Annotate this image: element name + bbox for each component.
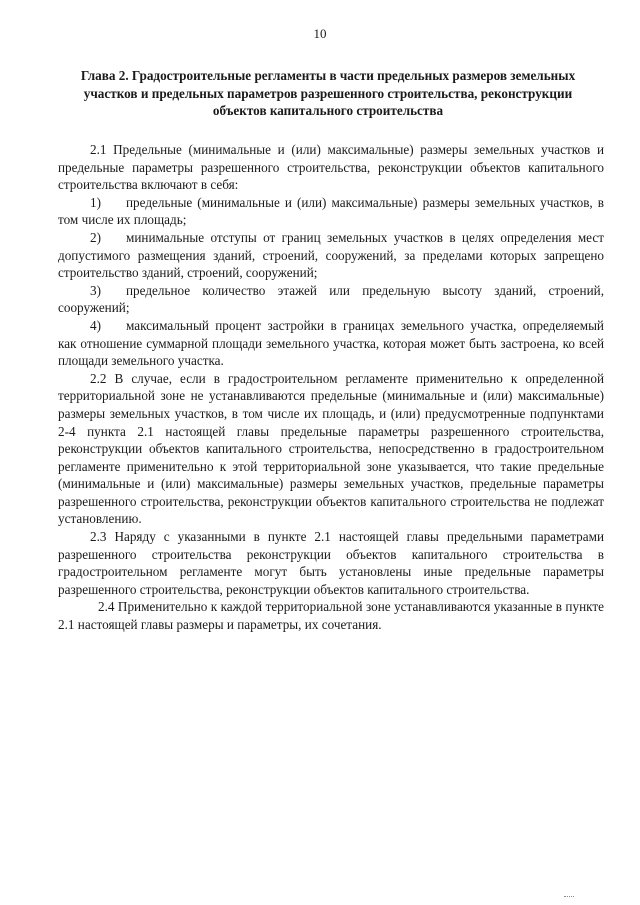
- paragraph-2-2: 2.2 В случае, если в градостроительном регламенте применительно к определенной территориальной зоне не устанавливаются предельные (минимальные и (или) максимальные) размеры земельных участков, в том числе их площадь, и (или) предусмотренные подпунктами 2-4 пункта 2.1 настоящей главы предельные параметры разрешенного строительства, реконструкции объектов капитального строительства, непосредственно в градостроительном регламенте применительно к этой территориальной зоне указывается, что такие предельные (минимальные и (или) максимальные) размеры земельных участков, предельные параметры разрешенного строительства, реконструкции объектов капитального строительства не подлежат установлению.: [58, 370, 604, 527]
- list-item-1: [58, 194, 604, 229]
- list-item-4: [58, 317, 604, 370]
- chapter-body: [58, 141, 604, 634]
- list-item-number: 3): [90, 282, 101, 298]
- list-item-2: [58, 229, 604, 282]
- list-item-number: 1): [90, 194, 101, 210]
- list-item-text: максимальный процент застройки в границах земельного участка, определяемый как отношение суммарной площади земельного участка, которая может быть застроена, ко всей площади земельного участка.: [58, 317, 604, 369]
- list-item-text: предельные (минимальные и (или) максимальные) размеры земельных участков, в том числе их площадь;: [58, 194, 604, 228]
- scan-artifact: [564, 896, 574, 899]
- paragraph-2-1: 2.1 Предельные (минимальные и (или) максимальные) размеры земельных участков и предельные параметры разрешенного строительства, реконструкции объектов капитального строительства включают в себя:: [58, 142, 604, 193]
- list-item-text: предельное количество этажей или предельную высоту зданий, строений, сооружений;: [58, 282, 604, 316]
- list-item-text: минимальные отступы от границ земельных участков в целях определения мест допустимого размещения зданий, строений, сооружений, за пределами которых запрещено строительство зданий, строений, сооружений;: [58, 229, 604, 281]
- paragraph-2-4: 2.4 Применительно к каждой территориальной зоне устанавливаются указанные в пункте 2.1 настоящей главы размеры и параметры, их сочетания.: [58, 599, 604, 633]
- paragraph-2-3: 2.3 Наряду с указанными в пункте 2.1 настоящей главы предельными параметрами разрешенного строительства реконструкции объектов капитального строительства в градостроительном регламенте могут быть установлены иные предельные параметры разрешенного строительства, реконструкции объектов капитального строительства.: [58, 529, 604, 597]
- chapter-heading: Глава 2. Градостроительные регламенты в части предельных размеров земельных участков и предельных параметров разрешенного строительства, реконструкции объектов капитального строительства: [80, 68, 576, 119]
- list-item-number: 4): [90, 317, 101, 333]
- list-item-3: [58, 282, 604, 317]
- list-item-number: 2): [90, 229, 101, 245]
- page-number: 10: [313, 26, 327, 41]
